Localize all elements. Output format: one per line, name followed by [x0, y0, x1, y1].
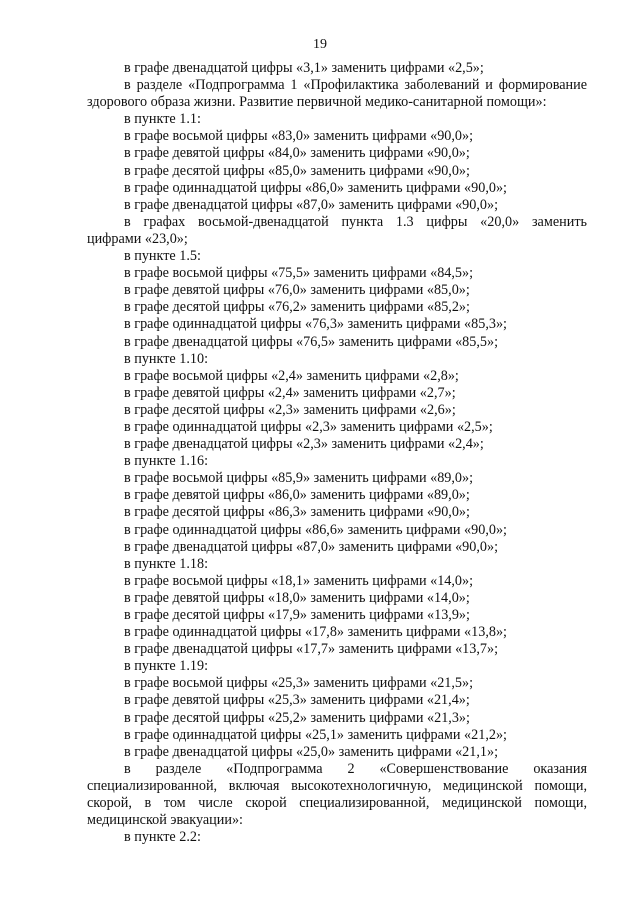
- text-line: в графе девятой цифры «18,0» заменить цифрами «14,0»;: [124, 589, 470, 606]
- page-number: 19: [313, 37, 327, 52]
- text-line: в графе десятой цифры «2,3» заменить цифрами «2,6»;: [124, 401, 456, 418]
- text-line: в графе девятой цифры «86,0» заменить цифрами «89,0»;: [124, 487, 470, 504]
- text-line: в графе восьмой цифры «85,9» заменить цифрами «89,0»;: [124, 470, 474, 487]
- text-line: в пункте 1.16:: [124, 453, 209, 470]
- text-line: в графе девятой цифры «25,3» заменить цифрами «21,4»;: [124, 692, 470, 709]
- text-line: в графе десятой цифры «17,9» заменить цифрами «13,9»;: [124, 607, 470, 623]
- section-paragraph-1a: в разделе «Подпрограмма 1 «Профилактика заболеваний и формирование: [124, 77, 587, 94]
- text-line: в графе десятой цифры «25,2» заменить цифрами «21,3»;: [124, 709, 470, 726]
- section-paragraph-2a: в графах восьмой-двенадцатой пункта 1.3 цифры «20,0» заменить: [124, 213, 587, 230]
- text-line: в графе девятой цифры «2,4» заменить цифрами «2,7»;: [124, 384, 456, 401]
- text-line: в графе десятой цифры «86,3» заменить цифрами «90,0»;: [124, 504, 470, 521]
- text-line: в пункте 1.19:: [124, 658, 209, 675]
- text-line: в графе восьмой цифры «18,1» заменить цифрами «14,0»;: [124, 572, 474, 589]
- text-line: в графе двенадцатой цифры «3,1» заменить цифрами «2,5»;: [124, 60, 484, 76]
- section-paragraph-3d: медицинской эвакуации»:: [87, 812, 243, 829]
- text-line: в графе одиннадцатой цифры «25,1» заменить цифрами «21,2»;: [124, 726, 507, 743]
- text-line: в графе восьмой цифры «83,0» заменить цифрами «90,0»;: [124, 128, 474, 145]
- text-line: в графе восьмой цифры «75,5» заменить цифрами «84,5»;: [124, 265, 474, 282]
- section-paragraph-3a: в разделе «Подпрограмма 2 «Совершенствование оказания: [124, 760, 587, 777]
- text-line: в графе восьмой цифры «25,3» заменить цифрами «21,5»;: [124, 675, 474, 692]
- text-line: в графе десятой цифры «76,2» заменить цифрами «85,2»;: [124, 299, 470, 316]
- text-line: в графе восьмой цифры «2,4» заменить цифрами «2,8»;: [124, 367, 459, 384]
- text-line: в графе девятой цифры «84,0» заменить цифрами «90,0»;: [124, 145, 470, 162]
- text-line: в графе одиннадцатой цифры «76,3» заменить цифрами «85,3»;: [124, 316, 507, 333]
- section-paragraph-1b: здорового образа жизни. Развитие первичной медико-санитарной помощи»:: [87, 94, 547, 111]
- text-line: в графе двенадцатой цифры «76,5» заменить цифрами «85,5»;: [124, 333, 499, 350]
- text-line: в пункте 1.5:: [124, 248, 201, 265]
- text-line: в пункте 2.2:: [124, 829, 201, 846]
- text-line: в графе одиннадцатой цифры «17,8» заменить цифрами «13,8»;: [124, 624, 507, 641]
- text-line: в графе двенадцатой цифры «25,0» заменить цифрами «21,1»;: [124, 743, 499, 760]
- text-line: в графе двенадцатой цифры «2,3» заменить цифрами «2,4»;: [124, 436, 484, 453]
- section-paragraph-3b: специализированной, включая высокотехнологичную, медицинской помощи,: [87, 777, 587, 794]
- text-line: в графе одиннадцатой цифры «86,6» заменить цифрами «90,0»;: [124, 521, 507, 538]
- text-line: в пункте 1.10:: [124, 350, 209, 367]
- text-line: в графе одиннадцатой цифры «86,0» заменить цифрами «90,0»;: [124, 179, 507, 196]
- text-line: в графе десятой цифры «85,0» заменить цифрами «90,0»;: [124, 162, 470, 179]
- text-line: в пункте 1.18:: [124, 555, 209, 572]
- section-paragraph-3c: скорой, в том числе скорой специализированной, медицинской помощи,: [87, 795, 587, 812]
- text-line: в графе двенадцатой цифры «17,7» заменить цифрами «13,7»;: [124, 641, 499, 658]
- section-paragraph-2b: цифрами «23,0»;: [87, 230, 188, 247]
- text-line: в пункте 1.1:: [124, 111, 201, 128]
- text-line: в графе одиннадцатой цифры «2,3» заменить цифрами «2,5»;: [124, 418, 493, 435]
- document-body: [87, 60, 587, 846]
- text-line: в графе девятой цифры «76,0» заменить цифрами «85,0»;: [124, 282, 470, 299]
- text-line: в графе двенадцатой цифры «87,0» заменить цифрами «90,0»;: [124, 538, 499, 555]
- text-line: в графе двенадцатой цифры «87,0» заменить цифрами «90,0»;: [124, 196, 499, 213]
